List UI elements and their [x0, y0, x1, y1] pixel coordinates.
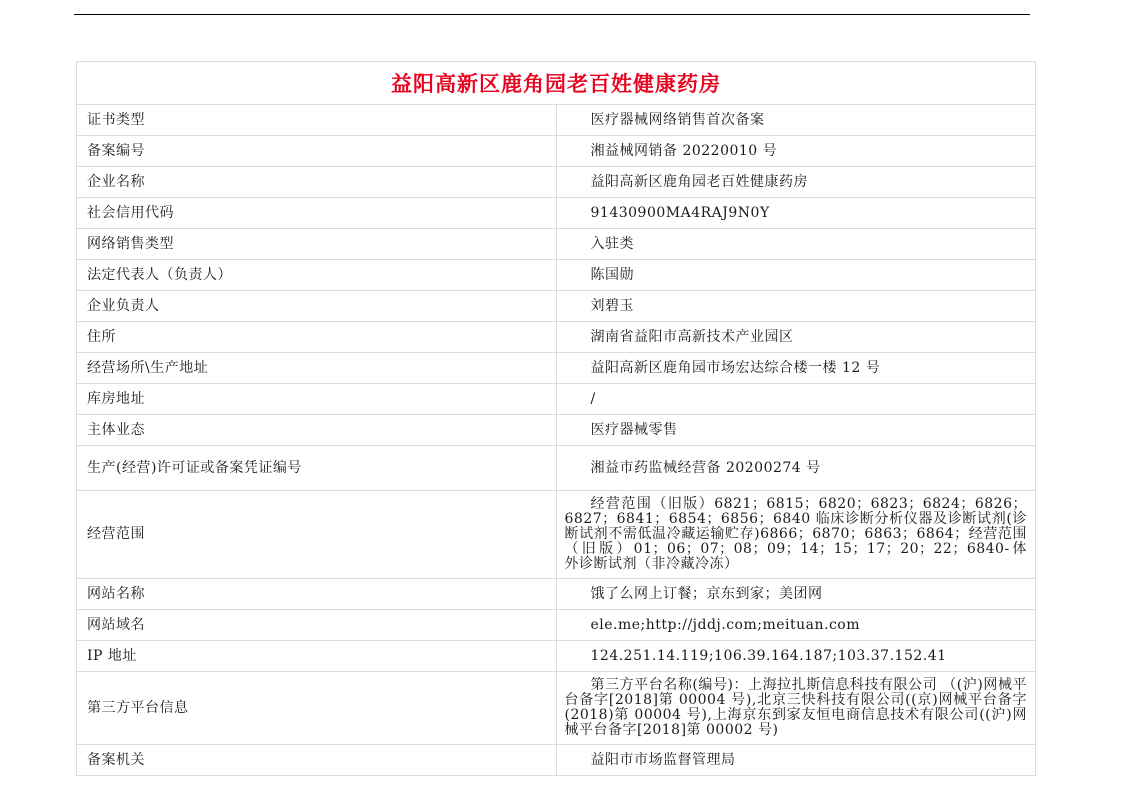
row-label: 法定代表人（负责人） — [77, 260, 557, 291]
table-row — [77, 353, 1036, 384]
row-value: 124.251.14.119;106.39.164.187;103.37.152.41 — [556, 641, 1036, 672]
row-label: 网站域名 — [77, 610, 557, 641]
row-label: IP 地址 — [77, 641, 557, 672]
table-row — [77, 198, 1036, 229]
row-label: 证书类型 — [77, 105, 557, 136]
row-label: 库房地址 — [77, 384, 557, 415]
table-row — [77, 491, 1036, 579]
row-label: 经营范围 — [77, 491, 557, 579]
row-value: 饿了么网上订餐；京东到家；美团网 — [556, 579, 1036, 610]
row-value: 湘益市药监械经营备 20200274 号 — [556, 446, 1036, 491]
row-value: 刘碧玉 — [556, 291, 1036, 322]
top-rule — [74, 14, 1030, 15]
row-value: 医疗器械网络销售首次备案 — [556, 105, 1036, 136]
title-row — [77, 62, 1036, 105]
table-row — [77, 105, 1036, 136]
row-value: 医疗器械零售 — [556, 415, 1036, 446]
table-row — [77, 260, 1036, 291]
document-title: 益阳高新区鹿角园老百姓健康药房 — [77, 62, 1036, 105]
table-row — [77, 136, 1036, 167]
row-label: 经营场所\生产地址 — [77, 353, 557, 384]
row-value: 湖南省益阳市高新技术产业园区 — [556, 322, 1036, 353]
table-row — [77, 610, 1036, 641]
row-value: 益阳市市场监督管理局 — [556, 745, 1036, 776]
table-row — [77, 291, 1036, 322]
row-value: 陈国勋 — [556, 260, 1036, 291]
record-table — [76, 61, 1036, 776]
row-label: 社会信用代码 — [77, 198, 557, 229]
row-value: 经营范围（旧版）6821；6815；6820；6823；6824；6826；6827；6841；6854；6856；6840 临床诊断分析仪器及诊断试剂(诊断试剂不需低温冷藏运输贮存)6866；6870；6863；6864；经营范围（旧版）01；06；07；08；09；14；15；17；20；22；6840-体外诊断试剂（非冷藏冷冻） — [556, 491, 1036, 579]
row-label: 网站名称 — [77, 579, 557, 610]
row-value: 入驻类 — [556, 229, 1036, 260]
row-value: ele.me;http://jddj.com;meituan.com — [556, 610, 1036, 641]
row-label: 第三方平台信息 — [77, 672, 557, 745]
table-row — [77, 322, 1036, 353]
row-label: 住所 — [77, 322, 557, 353]
row-label: 备案编号 — [77, 136, 557, 167]
row-label: 备案机关 — [77, 745, 557, 776]
table-row — [77, 384, 1036, 415]
row-label: 网络销售类型 — [77, 229, 557, 260]
row-label: 企业负责人 — [77, 291, 557, 322]
table-row — [77, 579, 1036, 610]
table-row — [77, 672, 1036, 745]
table-row — [77, 415, 1036, 446]
row-value: 湘益械网销备 20220010 号 — [556, 136, 1036, 167]
table-row — [77, 229, 1036, 260]
table-row — [77, 167, 1036, 198]
row-value: 益阳高新区鹿角园市场宏达综合楼一楼 12 号 — [556, 353, 1036, 384]
row-value: 91430900MA4RAJ9N0Y — [556, 198, 1036, 229]
table-row — [77, 641, 1036, 672]
row-value: 第三方平台名称(编号)：上海拉扎斯信息科技有限公司 （(沪)网械平台备字[2018]第 00004 号),北京三快科技有限公司((京)网械平台备字(2018)第 00004 号),上海京东到家友恒电商信息技术有限公司((沪)网械平台备字[2018]第 00002 号) — [556, 672, 1036, 745]
table-row — [77, 745, 1036, 776]
row-label: 主体业态 — [77, 415, 557, 446]
row-label: 生产(经营)许可证或备案凭证编号 — [77, 446, 557, 491]
row-label: 企业名称 — [77, 167, 557, 198]
table-row — [77, 446, 1036, 491]
row-value: 益阳高新区鹿角园老百姓健康药房 — [556, 167, 1036, 198]
row-value: / — [556, 384, 1036, 415]
